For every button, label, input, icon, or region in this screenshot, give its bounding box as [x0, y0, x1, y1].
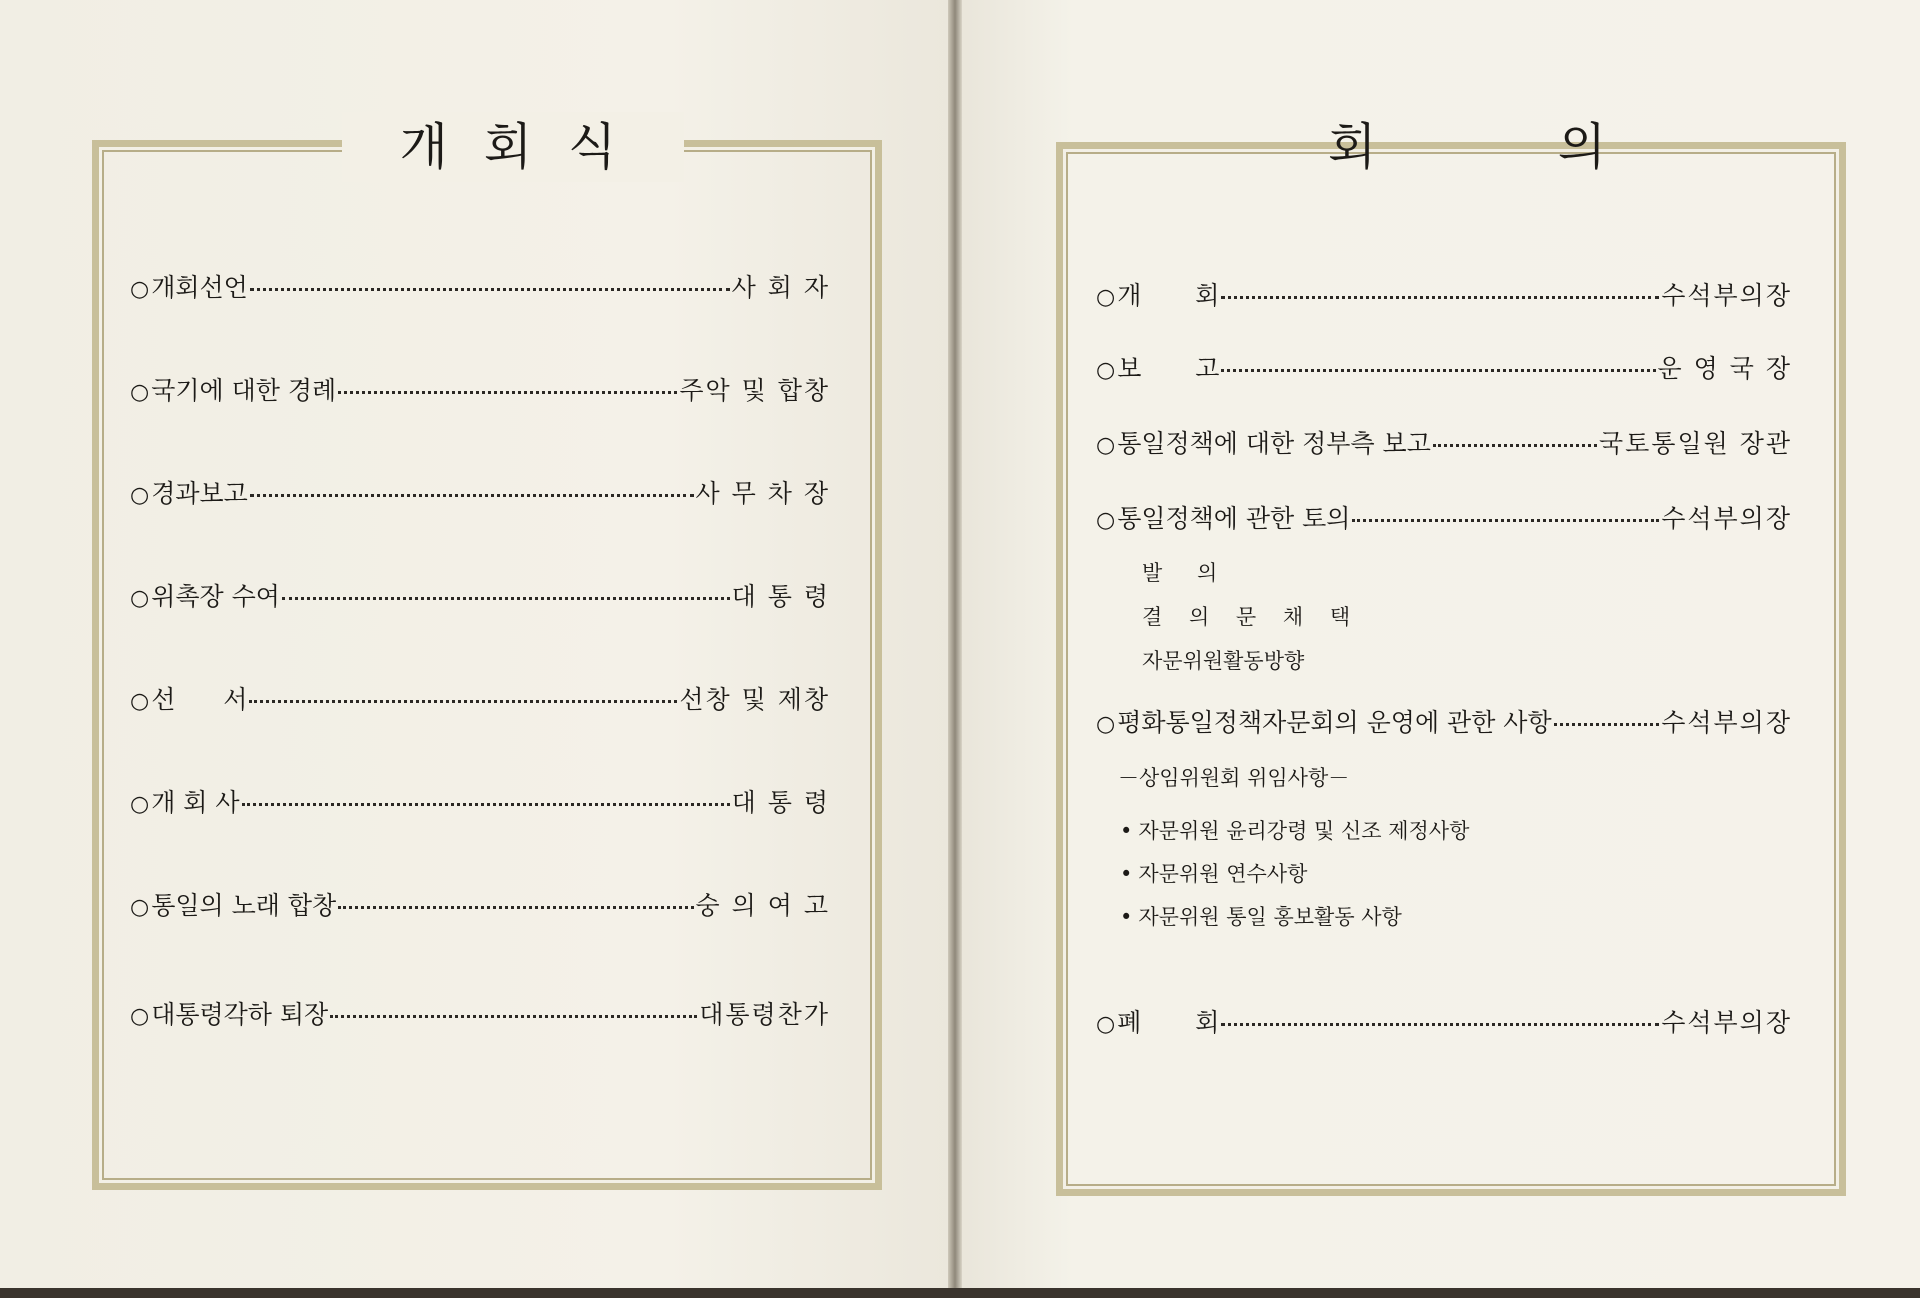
program-item-label: 보 고 [1117, 354, 1220, 383]
circle-bullet-icon: ○ [130, 277, 150, 302]
dot-leader [330, 1015, 697, 1018]
dot-leader [1221, 1023, 1659, 1026]
program-row [130, 268, 830, 304]
program-item-label: 통일정책에 대한 정부측 보고 [1117, 429, 1431, 458]
program-row [130, 995, 830, 1031]
program-item-presenter: 선창 및 제창 [679, 685, 830, 714]
committee-bullet-item: • 자문위원 연수사항 [1120, 858, 1307, 888]
program-item-presenter: 숭 의 여 고 [695, 891, 830, 920]
circle-bullet-icon: ○ [1096, 358, 1116, 383]
meeting-title-char-2: 의 [1557, 118, 1606, 176]
program-item-label: 선 서 [151, 685, 248, 714]
circle-bullet-icon: ○ [130, 895, 150, 920]
committee-note: －상임위원회 위임사항－ [1118, 766, 1350, 790]
dot-leader [250, 494, 694, 497]
program-row [1096, 276, 1792, 312]
program-item-presenter: 운 영 국 장 [1657, 354, 1792, 383]
program-item-presenter: 수석부의장 [1661, 1008, 1792, 1037]
dot-leader [1221, 296, 1659, 299]
circle-bullet-icon: ○ [1096, 433, 1116, 458]
dot-leader [282, 597, 730, 600]
program-row [1096, 703, 1792, 739]
program-item-presenter: 주악 및 합창 [679, 376, 830, 405]
program-item-presenter: 수석부의장 [1661, 281, 1792, 310]
dot-leader [1554, 723, 1660, 726]
circle-bullet-icon: ○ [130, 1004, 150, 1029]
program-row [130, 474, 830, 510]
dot-leader [1433, 444, 1597, 447]
program-row [130, 886, 830, 922]
dot-leader [250, 288, 730, 291]
committee-bullet-item: • 자문위원 윤리강령 및 신조 제정사항 [1120, 815, 1469, 845]
opening-ceremony-title: 개 회 식 [342, 112, 684, 182]
dot-leader [338, 906, 693, 909]
program-item-label: 통일정책에 관한 토의 [1117, 504, 1351, 533]
circle-bullet-icon: ○ [1096, 1012, 1116, 1037]
program-item-presenter: 국토통일원 장관 [1599, 429, 1792, 458]
program-row [130, 783, 830, 819]
program-row [130, 577, 830, 613]
program-item-label: 통일의 노래 합창 [151, 891, 337, 920]
dot-leader [242, 803, 730, 806]
program-item-label: 국기에 대한 경례 [151, 376, 337, 405]
program-item-label: 개 회 사 [151, 788, 240, 817]
circle-bullet-icon: ○ [130, 586, 150, 611]
dot-leader [1221, 369, 1655, 372]
dot-leader [338, 391, 677, 394]
program-row [1096, 1003, 1792, 1039]
dot-leader [249, 700, 677, 703]
program-item-label: 개 회 [1117, 281, 1220, 310]
program-row [1096, 424, 1792, 460]
circle-bullet-icon: ○ [1096, 508, 1116, 533]
discussion-subitem: 자문위원활동방향 [1142, 649, 1305, 673]
program-row [130, 680, 830, 716]
program-item-label: 평화통일정책자문회의 운영에 관한 사항 [1117, 708, 1552, 737]
meeting-title-char-1: 회 [1328, 118, 1377, 176]
page-gutter [948, 0, 962, 1298]
discussion-subitem: 결 의 문 채 택 [1142, 605, 1361, 629]
bottom-edge [0, 1288, 1920, 1298]
program-item-presenter: 사 무 차 장 [695, 479, 830, 508]
circle-bullet-icon: ○ [130, 483, 150, 508]
discussion-subitem: 발 의 [1142, 561, 1232, 585]
dot-leader [1352, 519, 1659, 522]
circle-bullet-icon: ○ [130, 380, 150, 405]
circle-bullet-icon: ○ [1096, 285, 1116, 310]
program-item-presenter: 대 통 령 [731, 582, 830, 611]
program-item-label: 경과보고 [151, 479, 248, 508]
program-row [1096, 349, 1792, 385]
circle-bullet-icon: ○ [130, 792, 150, 817]
program-item-label: 폐 회 [1117, 1008, 1220, 1037]
program-item-presenter: 대통령찬가 [699, 1000, 830, 1029]
program-item-presenter: 사 회 자 [731, 273, 830, 302]
committee-bullet-item: • 자문위원 통일 홍보활동 사항 [1120, 901, 1402, 931]
program-item-label: 개회선언 [151, 273, 248, 302]
program-item-presenter: 수석부의장 [1661, 708, 1792, 737]
circle-bullet-icon: ○ [130, 689, 150, 714]
program-item-presenter: 대 통 령 [731, 788, 830, 817]
circle-bullet-icon: ○ [1096, 712, 1116, 737]
program-item-label: 위촉장 수여 [151, 582, 280, 611]
program-item-presenter: 수석부의장 [1661, 504, 1792, 533]
program-item-label: 대통령각하 퇴장 [151, 1000, 329, 1029]
program-row [130, 371, 830, 407]
program-row [1096, 499, 1792, 535]
